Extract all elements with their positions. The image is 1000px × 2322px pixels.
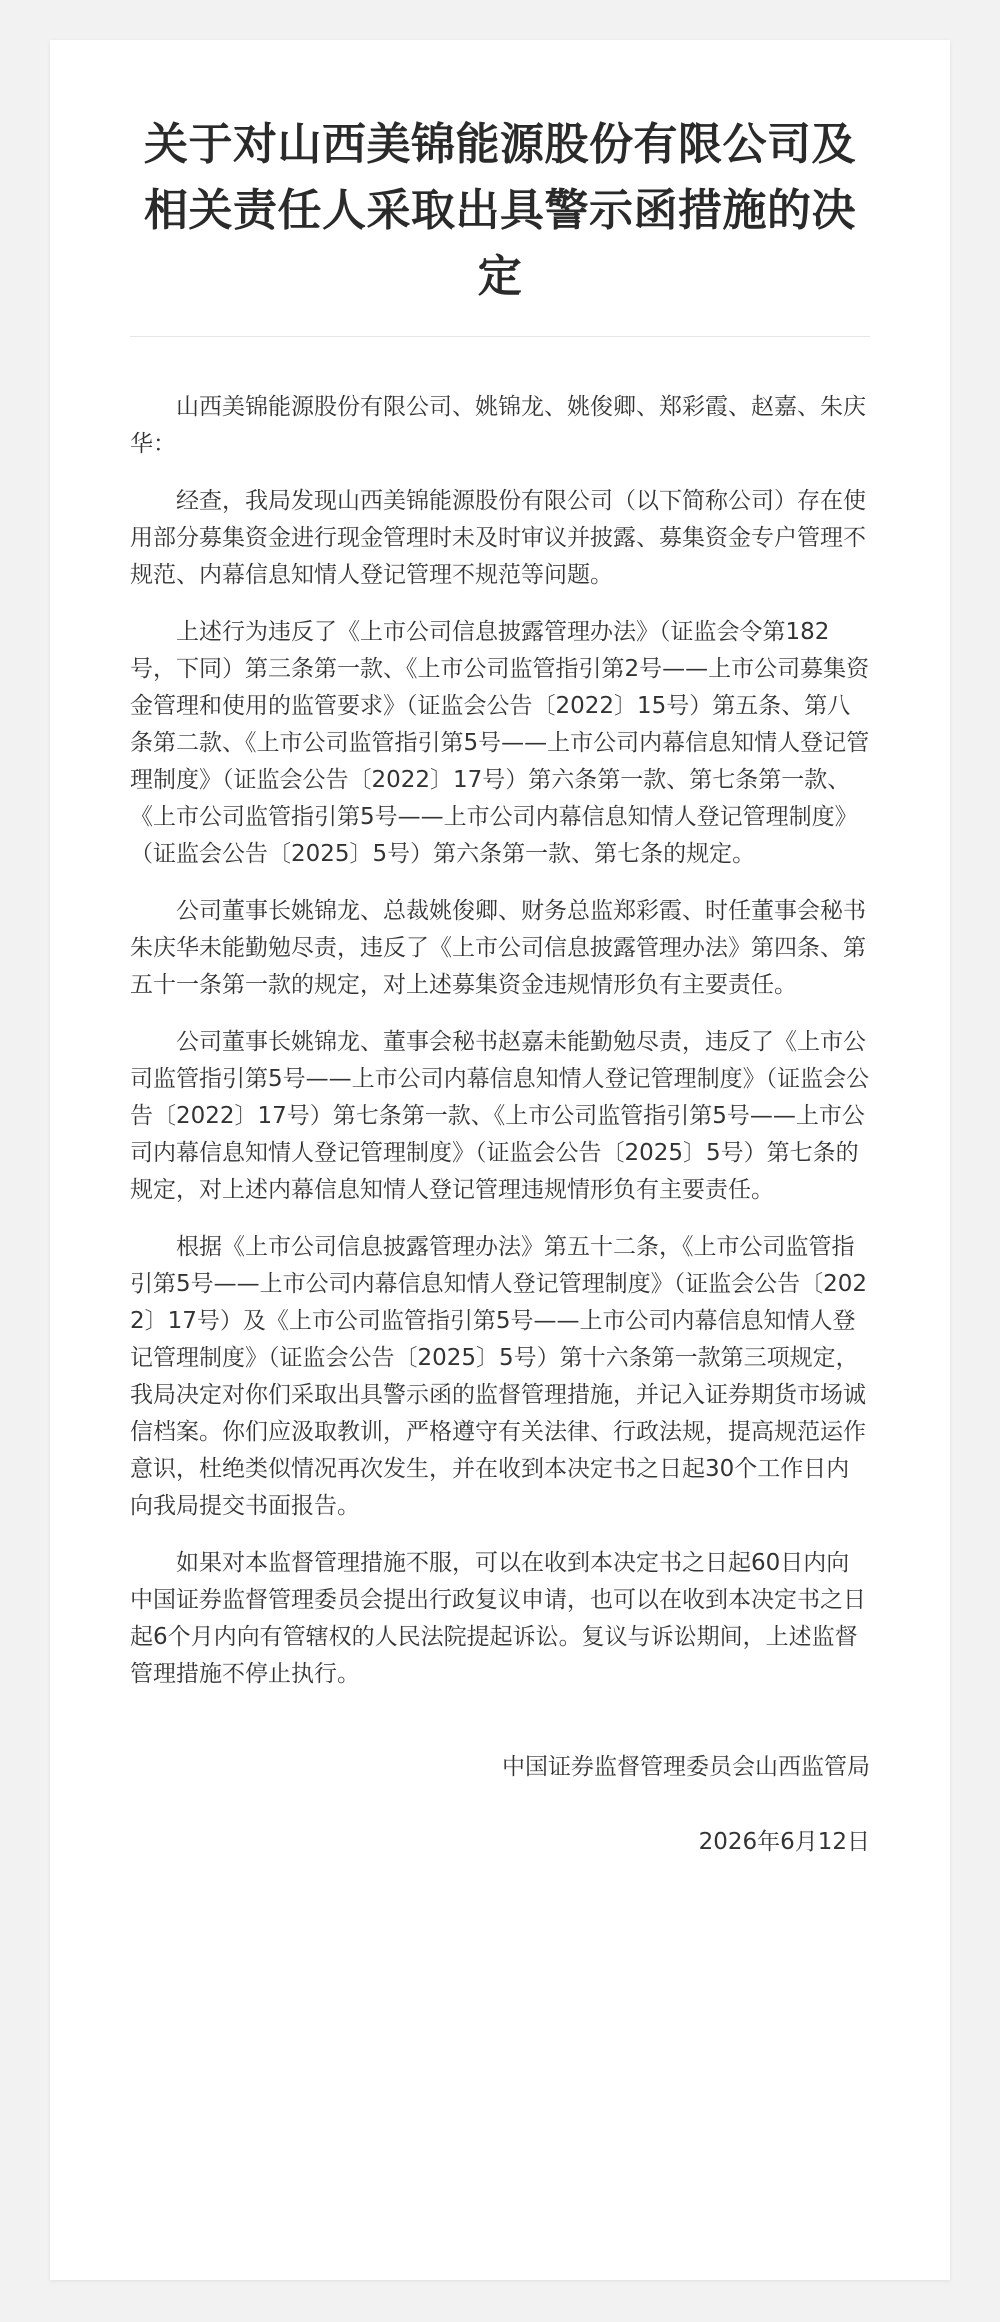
issuer-name: 中国证券监督管理委员会山西监管局	[502, 1754, 870, 1780]
issue-date: 2026年6月12日	[698, 1829, 870, 1855]
paragraph-responsibility-fundraising: 公司董事长姚锦龙、总裁姚俊卿、财务总监郑彩霞、时任董事会秘书朱庆华未能勤勉尽责，违反了《上市公司信息披露管理办法》第四条、第五十一条第一款的规定，对上述募集资金违规情形负有主要责任。	[130, 898, 866, 998]
document-title: 关于对山西美锦能源股份有限公司及相关责任人采取出具警示函措施的决定	[130, 112, 870, 337]
paragraph-appeal: 如果对本监督管理措施不服，可以在收到本决定书之日起60日内向中国证券监督管理委员会提出行政复议申请，也可以在收到本决定书之日起6个月内向有管辖权的人民法院提起诉讼。复议与诉讼期间，上述监督管理措施不停止执行。	[130, 1550, 866, 1687]
paragraph-responsibility-insider: 公司董事长姚锦龙、董事会秘书赵嘉未能勤勉尽责，违反了《上市公司监管指引第5号——上市公司内幕信息知情人登记管理制度》（证监会公告〔2022〕17号）第七条第一款、《上市公司监管指引第5号——上市公司内幕信息知情人登记管理制度》（证监会公告〔2025〕5号）第七条的规定，对上述内幕信息知情人登记管理违规情形负有主要责任。	[130, 1029, 870, 1203]
document-card	[50, 40, 950, 2280]
paragraph-findings: 经查，我局发现山西美锦能源股份有限公司（以下简称公司）存在使用部分募集资金进行现金管理时未及时审议并披露、募集资金专户管理不规范、内幕信息知情人登记管理不规范等问题。	[130, 488, 866, 588]
document-body	[130, 337, 870, 1693]
paragraph-violations: 上述行为违反了《上市公司信息披露管理办法》（证监会令第182号，下同）第三条第一款、《上市公司监管指引第2号——上市公司募集资金管理和使用的监管要求》（证监会公告〔2022〕15号）第五条、第八条第二款、《上市公司监管指引第5号——上市公司内幕信息知情人登记管理制度》（证监会公告〔2022〕17号）第六条第一款、第七条第一款、《上市公司监管指引第5号——上市公司内幕信息知情人登记管理制度》（证监会公告〔2025〕5号）第六条第一款、第七条的规定。	[130, 619, 870, 867]
salutation: 山西美锦能源股份有限公司、姚锦龙、姚俊卿、郑彩霞、赵嘉、朱庆华：	[130, 394, 866, 457]
signature-block	[130, 1749, 870, 1861]
paragraph-decision: 根据《上市公司信息披露管理办法》第五十二条，《上市公司监管指引第5号——上市公司内幕信息知情人登记管理制度》（证监会公告〔2022〕17号）及《上市公司监管指引第5号——上市公司内幕信息知情人登记管理制度》（证监会公告〔2025〕5号）第十六条第一款第三项规定，我局决定对你们采取出具警示函的监督管理措施，并记入证券期货市场诚信档案。你们应汲取教训，严格遵守有关法律、行政法规，提高规范运作意识，杜绝类似情况再次发生，并在收到本决定书之日起30个工作日内向我局提交书面报告。	[130, 1234, 868, 1519]
